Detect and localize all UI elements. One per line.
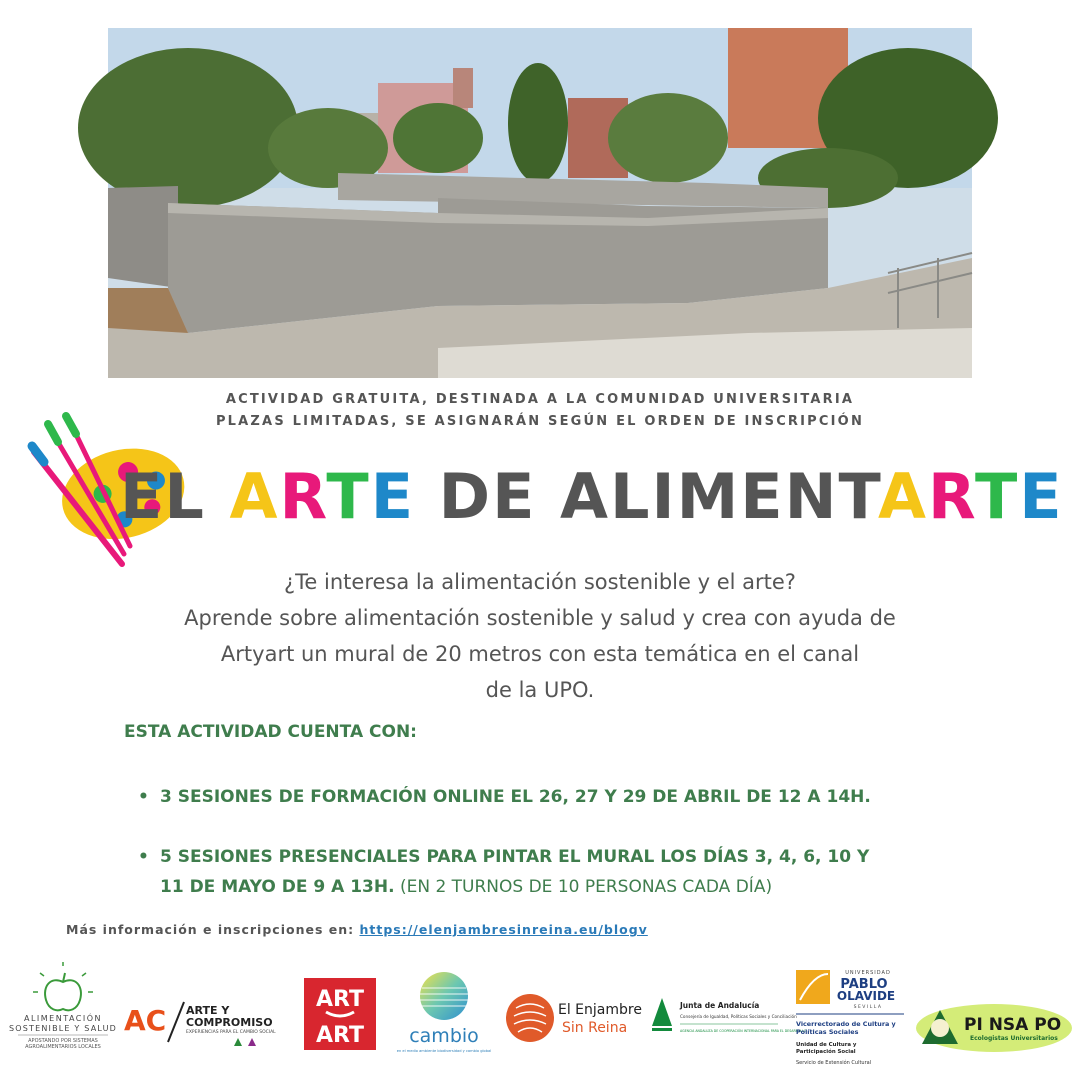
- logo-text: AGROALIMENTARIOS LOCALES: [25, 1044, 101, 1050]
- honeycomb-icon: [506, 994, 554, 1042]
- logo-text: SOSTENIBLE Y SALUD: [8, 1024, 118, 1033]
- logo-text: PABLO: [840, 977, 888, 992]
- logo-text: PI NSA PO: [964, 1015, 1062, 1035]
- logo-text: Participación Social: [796, 1049, 856, 1055]
- logo-mark: AC: [124, 1004, 167, 1037]
- logo-text: ART: [316, 1023, 364, 1048]
- activity-item-date: 11 DE MAYO DE 9 A 13H.: [160, 877, 395, 897]
- activity-item-text: 5 SESIONES PRESENCIALES PARA PINTAR EL MURAL LOS DÍAS 3, 4, 6, 10 Y: [160, 847, 870, 867]
- activity-item-text: 3 SESIONES DE FORMACIÓN ONLINE EL 26, 27 Y 29 DE ABRIL DE 12 A 14H.: [160, 787, 871, 807]
- intro-line: ¿Te interesa la alimentación sostenible y el arte?: [284, 570, 796, 594]
- logo-junta-de-andalucia: [648, 992, 807, 1050]
- logo-text: en el medio ambiente biodiversidad y cambio global: [396, 1049, 492, 1053]
- main-title: [120, 460, 1064, 533]
- logo-text: Consejería de Igualdad, Políticas Sociales y Conciliación: [680, 1014, 797, 1019]
- bullet-icon: •: [138, 847, 149, 867]
- logo-text: ALIMENTACIÓN: [23, 1014, 103, 1023]
- logo-text: Vicerrectorado de Cultura y: [796, 1020, 896, 1028]
- logo-cambio: [398, 970, 490, 1058]
- activity-item-note: (EN 2 TURNOS DE 10 PERSONAS CADA DÍA): [394, 877, 773, 897]
- logo-text: Unidad de Cultura y: [796, 1042, 857, 1048]
- intro-line: Aprende sobre alimentación sostenible y salud y crea con ayuda de: [184, 606, 896, 630]
- more-info-label: Más información e inscripciones en:: [66, 922, 360, 937]
- apple-icon: [33, 962, 93, 1010]
- logo-el-enjambre-sin-reina: [504, 990, 642, 1046]
- logo-text: Ecologistas Universitarios: [970, 1035, 1058, 1042]
- activity-item: [138, 842, 968, 902]
- logo-text: El Enjambre: [558, 1002, 642, 1018]
- globe-icon: [420, 972, 468, 1020]
- canal-photo: [108, 28, 972, 378]
- logo-text: EXPERIENCIAS PARA EL CAMBIO SOCIAL: [186, 1030, 276, 1035]
- logo-text: UNIVERSIDAD: [845, 970, 891, 976]
- title-letter-e: E: [1019, 460, 1064, 533]
- logo-text: Junta de Andalucía: [680, 1001, 760, 1010]
- subtitle-line-2: PLAZAS LIMITADAS, SE ASIGNARÁN SEGÚN EL ORDEN DE INSCRIPCIÓN: [215, 414, 865, 429]
- subtitle-line-1: ACTIVIDAD GRATUITA, DESTINADA A LA COMUNIDAD UNIVERSITARIA: [225, 392, 855, 407]
- bullet-icon: •: [138, 787, 149, 807]
- logo-universidad-pablo-de-olavide: [794, 966, 906, 1074]
- logo-text: SEVILLA: [853, 1005, 883, 1010]
- logo-text: cambio: [409, 1025, 479, 1047]
- logo-text: Servicio de Extensión Cultural: [796, 1060, 872, 1066]
- title-part: DE ALIMENT: [415, 460, 879, 533]
- more-info: [66, 922, 648, 937]
- intro-line: Artyart un mural de 20 metros con esta temática en el canal: [220, 642, 860, 666]
- title-letter-t: T: [974, 460, 1020, 533]
- title-letter-a: A: [229, 460, 280, 533]
- activity-heading: ESTA ACTIVIDAD CUENTA CON:: [124, 722, 417, 742]
- title-letter-r: R: [928, 460, 975, 533]
- logo-alimentacion-sostenible: [4, 962, 122, 1058]
- activity-item: [138, 782, 968, 812]
- logo-arte-y-compromiso: [124, 998, 280, 1050]
- intro-text: [0, 564, 1080, 708]
- junta-emblem-icon: [652, 998, 672, 1026]
- logo-text: APOSTANDO POR SISTEMAS: [28, 1038, 98, 1044]
- logo-text: AGENCIA ANDALUZA DE COOPERACIÓN INTERNACIONAL PARA EL DESARROLLO: [680, 1029, 807, 1033]
- logo-text: ART: [316, 987, 364, 1012]
- logo-text: COMPROMISO: [186, 1016, 273, 1029]
- header-photo: [108, 28, 972, 378]
- title-letter-r: R: [279, 460, 327, 533]
- logo-text: ARTE Y: [186, 1004, 230, 1017]
- logo-text: Sin Reina: [562, 1020, 628, 1036]
- logo-artyart: [304, 978, 376, 1050]
- title-part: EL: [120, 460, 230, 533]
- title-letter-e: E: [370, 460, 416, 533]
- info-link[interactable]: https://elenjambresinreina.eu/blogv: [359, 922, 648, 937]
- title-letter-a: A: [878, 460, 929, 533]
- title-letter-t: T: [326, 460, 371, 533]
- logo-text: OLAVIDE: [836, 989, 896, 1003]
- intro-line: de la UPO.: [485, 678, 595, 702]
- logo-piensapo: [914, 1000, 1074, 1056]
- logo-text: Políticas Sociales: [796, 1028, 859, 1036]
